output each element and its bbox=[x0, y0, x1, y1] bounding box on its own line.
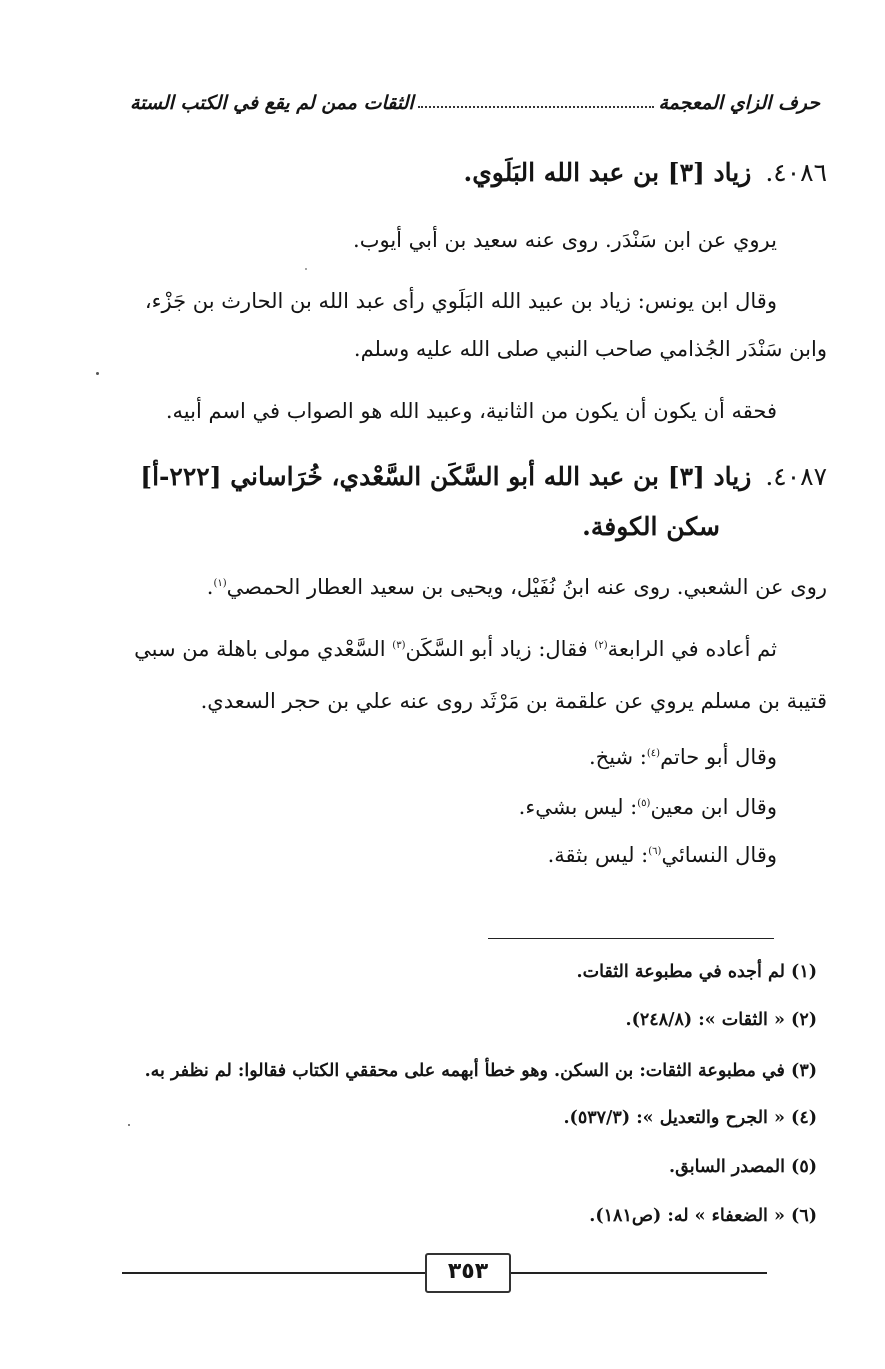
quote-text: وقال النسائي bbox=[661, 843, 777, 867]
header-book-title: الثقات ممن لم يقع في الكتب الستة bbox=[130, 92, 414, 114]
page-number: ٣٥٣ bbox=[425, 1253, 511, 1293]
quote-text: : ليس بشيء. bbox=[518, 795, 638, 819]
entry-4086-title bbox=[464, 158, 827, 187]
scan-speck bbox=[128, 1124, 130, 1126]
header-dots bbox=[418, 92, 655, 108]
paragraph: وقال ابن يونس: زياد بن عبيد الله البَلَوي رأى عبد الله بن الحارث بن جَزْء، bbox=[144, 289, 777, 313]
footnote-1: (١) لم أجده في مطبوعة الثقات. bbox=[576, 962, 817, 982]
footnote-5: (٥) المصدر السابق. bbox=[669, 1157, 817, 1177]
entry-4087-title bbox=[140, 462, 827, 491]
paragraph: وابن سَنْدَر الجُذامي صاحب النبي صلى الله عليه وسلم. bbox=[353, 337, 827, 361]
paragraph: قتيبة بن مسلم يروي عن علقمة بن مَرْثَد روى عنه علي بن حجر السعدي. bbox=[200, 689, 827, 713]
footnote-4: (٤) « الجرح والتعديل »: (٥٣٧/٣). bbox=[563, 1108, 817, 1128]
header-chapter: حرف الزاي المعجمة bbox=[658, 92, 820, 114]
entry-number: ٤٠٨٧. bbox=[765, 462, 827, 491]
quote-text: وقال أبو حاتم bbox=[660, 745, 777, 769]
paragraph-text: فقال: زياد أبو السَّكَن bbox=[405, 637, 595, 661]
quote-text: : ليس بثقة. bbox=[547, 843, 649, 867]
footnote-3: (٣) في مطبوعة الثقات: بن السكن. وهو خطأ أبهمه على محققي الكتاب فقالوا: لم نظفر به. bbox=[144, 1061, 817, 1081]
paragraph-text: ثم أعاده في الرابعة bbox=[607, 637, 777, 661]
footnote-ref: (٣) bbox=[392, 640, 406, 651]
paragraph: فحقه أن يكون أن يكون من الثانية، وعبيد الله هو الصواب في اسم أبيه. bbox=[165, 399, 777, 423]
paragraph-text: السَّعْدي مولى باهلة من سبي bbox=[134, 637, 393, 661]
scan-speck bbox=[96, 372, 99, 375]
footnote-ref: (١) bbox=[213, 578, 227, 589]
quote-line bbox=[589, 742, 777, 774]
bottom-rule-right bbox=[505, 1272, 767, 1274]
footnote-ref: (٥) bbox=[637, 798, 651, 809]
quote-text: وقال ابن معين bbox=[650, 795, 777, 819]
running-header bbox=[130, 92, 820, 114]
entry-number: ٤٠٨٦. bbox=[765, 158, 827, 187]
paragraph: يروي عن ابن سَنْدَر. روى عنه سعيد بن أبي أيوب. bbox=[353, 228, 777, 252]
bottom-rule-left bbox=[122, 1272, 428, 1274]
footnote-ref: (٤) bbox=[646, 748, 661, 759]
entry-heading: زياد [٣] بن عبد الله أبو السَّكَن السَّعْدي، خُرَاساني [٢٢٢-أ] bbox=[140, 462, 752, 491]
footnote-6: (٦) « الضعفاء » له: (ص١٨١). bbox=[589, 1206, 817, 1226]
entry-heading: زياد [٣] بن عبد الله البَلَوي. bbox=[463, 158, 752, 187]
paragraph bbox=[134, 634, 777, 666]
paragraph-text: روى عن الشعبي. روى عنه ابنُ نُفَيْل، ويحيى بن سعيد العطار الحمصي bbox=[226, 575, 827, 599]
paragraph: روى عن الشعبي. روى عنه ابنُ نُفَيْل، ويحيى بن سعيد العطار الحمصي$^{(١)}$. bbox=[206, 575, 827, 599]
footnote-ref: (٦) bbox=[648, 846, 662, 857]
quote-line bbox=[548, 840, 777, 872]
footnote-2: (٢) « الثقات »: (٢٤٨/٨). bbox=[625, 1010, 817, 1030]
footnote-separator bbox=[488, 938, 774, 939]
quote-line bbox=[519, 792, 777, 824]
footnote-ref: (٢) bbox=[594, 640, 608, 651]
entry-heading-continued: سكن الكوفة. bbox=[582, 512, 720, 541]
quote-text: : شيخ. bbox=[588, 745, 647, 769]
scan-speck bbox=[305, 268, 307, 270]
